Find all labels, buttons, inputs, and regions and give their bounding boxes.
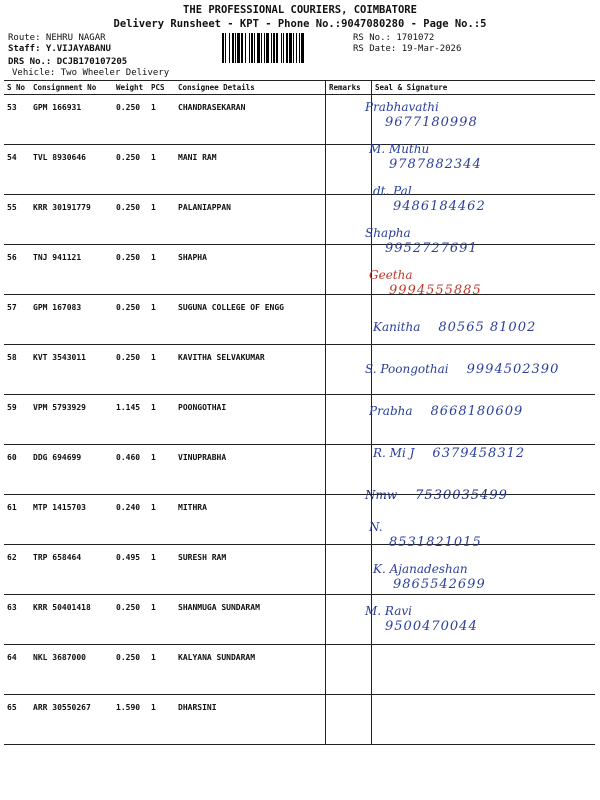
signature-name: Nmw (365, 488, 398, 502)
cell-sno: 61 (4, 495, 30, 545)
cell-pcs: 1 (148, 295, 175, 345)
table-row (4, 645, 595, 695)
signature-name: Geetha (369, 268, 413, 282)
signature-name: dt. Pal (373, 184, 412, 198)
signature-name: M. Muthu (369, 142, 430, 156)
handwritten-signature (373, 558, 486, 592)
cell-sno: 59 (4, 395, 30, 445)
cell-sno: 63 (4, 595, 30, 645)
cell-consignment-no: VPM 5793929 (30, 395, 113, 445)
cell-sno: 62 (4, 545, 30, 595)
cell-remarks (326, 645, 372, 695)
cell-remarks (326, 145, 372, 195)
signature-phone: 6379458312 (432, 446, 526, 461)
cell-consignee: PALANIAPPAN (175, 195, 326, 245)
signature-name: R. Mi J (373, 446, 415, 460)
signature-phone: 9787882344 (389, 157, 482, 172)
handwritten-signature (369, 400, 523, 419)
signature-name: Prabhavathi (365, 100, 439, 114)
handwritten-signature (365, 358, 559, 377)
vehicle-label: Vehicle: Two Wheeler Delivery (12, 68, 170, 78)
cell-consignment-no: NKL 3687000 (30, 645, 113, 695)
cell-sno: 58 (4, 345, 30, 395)
signature-name: Kanitha (373, 320, 421, 334)
table-header-row (4, 81, 595, 95)
cell-pcs: 1 (148, 445, 175, 495)
cell-weight: 1.590 (113, 695, 148, 745)
signature-name: Prabha (369, 404, 413, 418)
cell-sno: 55 (4, 195, 30, 245)
table-row (4, 195, 595, 245)
cell-consignment-no: GPM 167083 (30, 295, 113, 345)
runsheet-subtitle: Delivery Runsheet - KPT - Phone No.:9047080280 - Page No.:5 (113, 18, 487, 30)
col-consignment: Consignment No (30, 81, 113, 95)
col-consignee: Consignee Details (175, 81, 326, 95)
cell-weight: 0.495 (113, 545, 148, 595)
rs-number: RS No.: 1701072 (353, 33, 435, 43)
signature-name: S. Poongothai (365, 362, 449, 376)
cell-consignment-no: TNJ 941121 (30, 245, 113, 295)
cell-sno: 54 (4, 145, 30, 195)
cell-consignment-no: DDG 694699 (30, 445, 113, 495)
cell-sno: 60 (4, 445, 30, 495)
handwritten-signature (373, 316, 536, 335)
cell-weight: 0.240 (113, 495, 148, 545)
cell-pcs: 1 (148, 695, 175, 745)
cell-weight: 0.250 (113, 295, 148, 345)
cell-sno: 56 (4, 245, 30, 295)
cell-remarks (326, 295, 372, 345)
cell-weight: 0.250 (113, 95, 148, 145)
cell-remarks (326, 395, 372, 445)
drs-number: DRS No.: DCJB170107205 (8, 57, 128, 67)
cell-consignee: SHANMUGA SUNDARAM (175, 595, 326, 645)
table-row (4, 695, 595, 745)
cell-sno: 65 (4, 695, 30, 745)
cell-sno: 64 (4, 645, 30, 695)
cell-consignee: MANI RAM (175, 145, 326, 195)
signature-name: M. Ravi (365, 604, 412, 618)
cell-consignment-no: TRP 658464 (30, 545, 113, 595)
cell-remarks (326, 695, 372, 745)
signature-phone: 80565 81002 (438, 320, 537, 335)
cell-weight: 0.250 (113, 645, 148, 695)
cell-consignee: KALYANA SUNDARAM (175, 645, 326, 695)
col-weight: Weight (113, 81, 148, 95)
cell-consignment-no: KVT 3543011 (30, 345, 113, 395)
cell-consignment-no: MTP 1415703 (30, 495, 113, 545)
signature-phone: 9865542699 (393, 577, 486, 592)
signature-phone: 9994555885 (389, 283, 482, 298)
col-signature: Seal & Signature (372, 81, 596, 95)
cell-consignee: CHANDRASEKARAN (175, 95, 326, 145)
cell-pcs: 1 (148, 645, 175, 695)
cell-consignee: KAVITHA SELVAKUMAR (175, 345, 326, 395)
staff-label: Staff: Y.VIJAYABANU (8, 44, 111, 54)
cell-consignment-no: KRR 50401418 (30, 595, 113, 645)
handwritten-signature (373, 442, 525, 461)
cell-consignee: SHAPHA (175, 245, 326, 295)
signature-phone: 8668180609 (430, 404, 524, 419)
cell-pcs: 1 (148, 595, 175, 645)
cell-consignment-no: ARR 30550267 (30, 695, 113, 745)
cell-weight: 0.250 (113, 245, 148, 295)
table-row (4, 95, 595, 145)
table-row (4, 595, 595, 645)
handwritten-signature (365, 484, 508, 503)
signature-name: N. (369, 520, 383, 534)
cell-consignee: DHARSINI (175, 695, 326, 745)
signature-phone: 9677180998 (385, 115, 478, 130)
cell-weight: 1.145 (113, 395, 148, 445)
cell-pcs: 1 (148, 95, 175, 145)
signature-phone: 9486184462 (393, 199, 486, 214)
table-row (4, 245, 595, 295)
route-label: Route: NEHRU NAGAR (8, 33, 106, 43)
cell-weight: 0.250 (113, 145, 148, 195)
cell-pcs: 1 (148, 345, 175, 395)
handwritten-signature (369, 264, 482, 298)
cell-consignee: SUGUNA COLLEGE OF ENGG (175, 295, 326, 345)
cell-consignment-no: GPM 166931 (30, 95, 113, 145)
table-row (4, 145, 595, 195)
cell-signature (372, 645, 596, 695)
cell-pcs: 1 (148, 195, 175, 245)
handwritten-signature (369, 516, 482, 550)
barcode (222, 33, 348, 63)
cell-pcs: 1 (148, 245, 175, 295)
col-remarks: Remarks (326, 81, 372, 95)
signature-name: Shapha (365, 226, 411, 240)
signature-phone: 9952727691 (385, 241, 478, 256)
cell-consignee: POONGOTHAI (175, 395, 326, 445)
signature-phone: 9500470044 (385, 619, 478, 634)
signature-phone: 8531821015 (389, 535, 482, 550)
cell-weight: 0.460 (113, 445, 148, 495)
signature-name: K. Ajanadeshan (373, 562, 468, 576)
cell-consignment-no: TVL 8930646 (30, 145, 113, 195)
col-sno: S No (4, 81, 30, 95)
handwritten-signature (365, 222, 478, 256)
cell-pcs: 1 (148, 545, 175, 595)
handwritten-signature (365, 96, 478, 130)
cell-pcs: 1 (148, 395, 175, 445)
handwritten-signature (373, 180, 486, 214)
cell-weight: 0.250 (113, 595, 148, 645)
cell-sno: 53 (4, 95, 30, 145)
cell-consignee: SURESH RAM (175, 545, 326, 595)
cell-remarks (326, 545, 372, 595)
handwritten-signature (365, 600, 478, 634)
table-row (4, 545, 595, 595)
handwritten-signature (369, 138, 482, 172)
cell-pcs: 1 (148, 145, 175, 195)
cell-consignee: MITHRA (175, 495, 326, 545)
cell-pcs: 1 (148, 495, 175, 545)
signature-phone: 9994502390 (466, 362, 560, 377)
cell-consignment-no: KRR 30191779 (30, 195, 113, 245)
cell-consignee: VINUPRABHA (175, 445, 326, 495)
cell-signature (372, 695, 596, 745)
rs-date: RS Date: 19-Mar-2026 (353, 44, 462, 54)
cell-weight: 0.250 (113, 195, 148, 245)
cell-sno: 57 (4, 295, 30, 345)
runsheet-title: THE PROFESSIONAL COURIERS, COIMBATORE (183, 4, 417, 16)
signature-phone: 7530035499 (415, 488, 508, 503)
cell-weight: 0.250 (113, 345, 148, 395)
col-pcs: PCS (148, 81, 175, 95)
